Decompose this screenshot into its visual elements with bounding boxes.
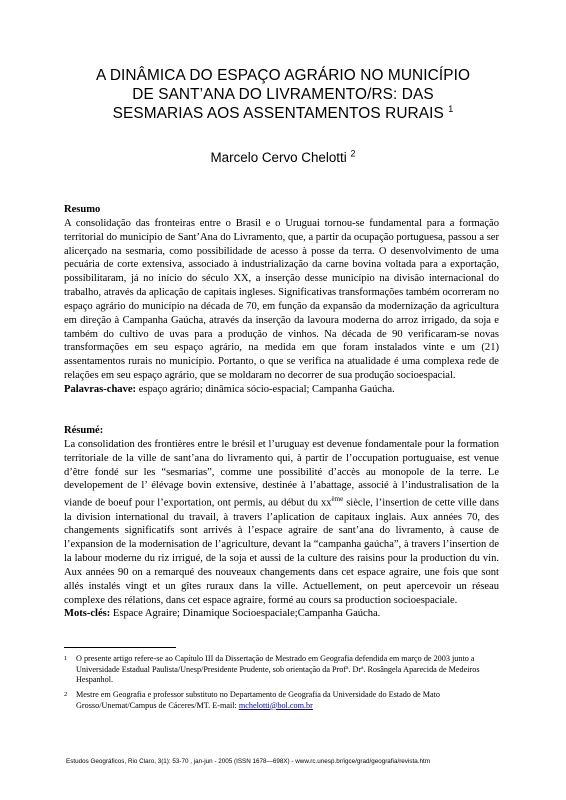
author-footnote-mark: 2 bbox=[350, 148, 356, 159]
author-email-link[interactable]: mchelotti@bol.com.br bbox=[238, 700, 313, 710]
resumo-heading: Resumo bbox=[64, 204, 101, 215]
resume-body-part-2: siècle, l’insertion de cette ville dans la division international du travail, à travers l’aplication de capitaux inglais. Aux années 70, des changements significatifs sont arrivés à l’espace agraire de sant’ana do livramento, à cause de l’expansion de la modernisation de l’agriculture, devant la “campanha gaúcha”, à travers l’insertion de la labour moderne du riz irrigué, de la soja et aussi de la culture des raisins pour la production du vin. Aux années 90 on a remarqué des nouveaux changements dans cet espace agraire, une fois que sont allés instalés vingt et un gîtes ruraux dans la ville. Actuellement, on peut apercevoir un réseau complexe des rélations, dans cet espace agraire, formé au cours sa production socioespaciale. bbox=[64, 497, 499, 606]
resumo-keywords-label: Palavras-chave: bbox=[64, 383, 137, 395]
author-name: Marcelo Cervo Chelotti bbox=[210, 150, 347, 165]
title-line-3-text: SESMARIAS AOS ASSENTAMENTOS RURAIS bbox=[112, 105, 444, 122]
resume-keywords-label: Mots-clés: bbox=[64, 608, 111, 620]
footnote-separator bbox=[64, 647, 176, 648]
article-title bbox=[40, 66, 526, 123]
resume-body-part-1: La consolidation des frontières entre le brésil et l’uruguay est devenue fondamentale pour la formation territoriale de la ville de sant’ana do livramento qui, à partir de l’occupation portuguaise, est venue d’être fondé sur les “sesmarias”, comme une possibilité d’accès au monopole de la terre. Le developement de l’ élévage bovin extensive, destinée à l’abattage, associé à l’industralisation de la viande de boeuf pour l’exportation, ont permis, au début du xx bbox=[64, 438, 499, 509]
journal-footer: Estudos Geográficos, Rio Claro, 3(1): 53-70 , jan-jun - 2005 (ISSN 1678—698X) - www.rc.unesp.br/igce/grad/geografia/revista.htm bbox=[66, 758, 430, 765]
footnote-2-body bbox=[76, 690, 499, 711]
resume-body bbox=[64, 438, 499, 608]
resume-heading: Résumé: bbox=[64, 425, 104, 436]
resume-section bbox=[64, 424, 499, 621]
title-line-2: DE SANT’ANA DO LIVRAMENTO/RS: DAS bbox=[132, 86, 434, 103]
author-line bbox=[40, 150, 526, 165]
resume-body-superscript: ème bbox=[331, 495, 344, 504]
resume-keywords-text: Espace Agraire; Dinamique Socioespaciale;Campanha Gaúcha. bbox=[112, 608, 381, 620]
footnote-2 bbox=[64, 690, 499, 711]
resume-keywords bbox=[64, 607, 499, 621]
footnote-1-mark: 1 bbox=[64, 655, 68, 662]
title-line-3 bbox=[40, 104, 526, 123]
title-line-1: A DINÂMICA DO ESPAÇO AGRÁRIO NO MUNICÍPIO bbox=[95, 67, 471, 84]
resumo-section bbox=[64, 203, 499, 397]
footnote-1-text: O presente artigo refere-se ao Capítulo III da Dissertação de Mestrado em Geografia defendida em março de 2003 junto a Universidade Estadual Paulista/Unesp/Presidente Prudente, sob orientação da Profª. Drª. Rosângela Aparecida de Medeiros Hespanhol. bbox=[76, 654, 480, 685]
footnote-2-text: Mestre em Geografia e professor substituto no Departamento de Geografia da Universidade do Estado de Mato Grosso/Unemat/Campus de Cáceres/MT. E-mail: bbox=[76, 690, 440, 710]
footnote-2-mark: 2 bbox=[64, 691, 68, 698]
footnote-1 bbox=[64, 654, 499, 686]
resumo-body: A consolidação das fronteiras entre o Brasil e o Uruguai tornou-se fundamental para a formação territorial do município de Sant’Ana do Livramento, que, a partir da ocupação portuguesa, passou a ser alicerçado na sesmaria, como possibilidade de acesso à posse da terra. O desenvolvimento de uma pecuária de corte extensiva, associado à industrialização da carne bovina voltada para a exportação, possibilitaram, já no início do século XX, a inserção desse município na divisão internacional do trabalho, através da aplicação de capitais ingleses. Significativas transformações também ocorreram no espaço agrário do município na década de 70, em função da expansão da modernização da agricultura em direção à Campanha Gaúcha, através da inserção da lavoura moderna do arroz irrigado, da soja e também do cultivo de uvas para a produção de vinhos. Na década de 90 verificaram-se novas transformações em seu espaço agrário, na medida em que foram instalados vinte e um (21) assentamentos rurais no município. Portanto, o que se verifica na atualidade é uma complexa rede de relações em seu espaço agrário, que se moldaram no decorrer de sua produção socioespacial. bbox=[64, 217, 499, 382]
resumo-keywords-text: espaço agrário; dinâmica sócio-espacial; Campanha Gaúcha. bbox=[138, 383, 395, 395]
resumo-keywords bbox=[64, 383, 499, 397]
title-footnote-mark: 1 bbox=[448, 103, 454, 114]
